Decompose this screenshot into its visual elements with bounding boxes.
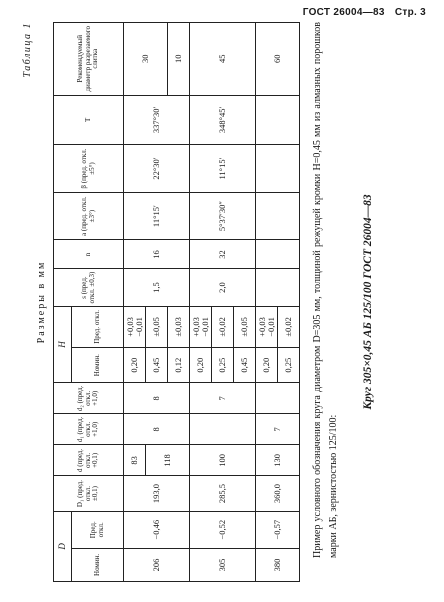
cell-H-nom: 0,25 bbox=[212, 348, 234, 383]
cell-s: 2,0 bbox=[190, 269, 256, 306]
cell-s bbox=[256, 269, 300, 306]
cell-H-otkl: ±0,02 bbox=[212, 306, 234, 347]
cell-H-otkl: ±0,02 bbox=[278, 306, 300, 347]
cell-d: 130 bbox=[256, 445, 300, 476]
cell-a: 11°15′ bbox=[124, 192, 190, 240]
col-D: D bbox=[54, 511, 72, 581]
cell-d2 bbox=[256, 383, 300, 414]
col-D1: D₁ (пред. откл. ±0,1) bbox=[54, 476, 124, 511]
cell-D-otkl: −0,57 bbox=[256, 511, 300, 548]
rotated-content bbox=[22, 22, 426, 582]
col-D-nominal: Номин. bbox=[72, 548, 124, 581]
cell-s: 1,5 bbox=[124, 269, 190, 306]
page-header bbox=[296, 7, 426, 18]
cell-H-otkl: +0,03 −0,01 bbox=[256, 306, 278, 347]
cell-beta: 22°30′ bbox=[124, 145, 190, 193]
cell-ingot: 10 bbox=[168, 23, 190, 96]
cell-H-nom: 0,20 bbox=[124, 348, 146, 383]
cell-d-extra: 118 bbox=[146, 445, 190, 476]
cell-D-nom: 380 bbox=[256, 548, 300, 581]
table-title: Таблица 1 bbox=[22, 22, 33, 78]
standard-code: ГОСТ 26004—83 bbox=[302, 7, 385, 18]
cell-T bbox=[256, 95, 300, 145]
col-T: T bbox=[54, 95, 124, 145]
col-d2: d₂ (пред. откл. +1,0) bbox=[54, 383, 124, 414]
cell-H-otkl: +0,03 −0,01 bbox=[190, 306, 212, 347]
col-H-nominal: Номин. bbox=[72, 348, 124, 383]
cell-D1: 360,0 bbox=[256, 476, 300, 511]
cell-H-nom: 0,25 bbox=[278, 348, 300, 383]
cell-beta bbox=[256, 145, 300, 193]
table-subtitle: Размеры в мм bbox=[36, 260, 47, 344]
cell-H-otkl: ±0,05 bbox=[146, 306, 168, 347]
cell-D1: 193,0 bbox=[124, 476, 190, 511]
col-d1: d₁ (пред. откл. +1,0) bbox=[54, 414, 124, 445]
cell-H-otkl: +0,03 −0,01 bbox=[124, 306, 146, 347]
cell-d: 83 bbox=[124, 445, 146, 476]
cell-H-nom: 0,12 bbox=[168, 348, 190, 383]
col-a: a (пред. откл. ±3°) bbox=[54, 192, 124, 240]
example-text: Пример условного обозначения круга диаметром D=305 мм, толщиной режущей кромки H=0,45 мм из алмазных порошков марки АБ, зернистостью 125/100: bbox=[312, 22, 339, 558]
cell-D-otkl: −0,52 bbox=[190, 511, 256, 548]
cell-n bbox=[256, 240, 300, 269]
cell-ingot: 45 bbox=[190, 23, 256, 96]
col-d: d (пред. откл. +0,1) bbox=[54, 445, 124, 476]
col-H-otkl: Пред. откл. bbox=[72, 306, 124, 347]
col-s: s (пред. откл. ±0,3) bbox=[54, 269, 124, 306]
cell-n: 32 bbox=[190, 240, 256, 269]
cell-ingot: 30 bbox=[124, 23, 168, 96]
col-D-otkl: Пред. откл. bbox=[72, 511, 124, 548]
page-number: Стр. 3 bbox=[394, 7, 426, 18]
cell-D-nom: 305 bbox=[190, 548, 256, 581]
cell-T: 348°45′ bbox=[190, 95, 256, 145]
designation-example bbox=[310, 22, 342, 582]
cell-d2: 7 bbox=[190, 383, 256, 414]
cell-d1 bbox=[190, 414, 256, 445]
cell-H-nom: 0,20 bbox=[190, 348, 212, 383]
col-H: H bbox=[54, 306, 72, 383]
col-beta: β (пред. откл. ±5°) bbox=[54, 145, 124, 193]
cell-a: 5°37′30″ bbox=[190, 192, 256, 240]
cell-H-otkl: ±0,05 bbox=[234, 306, 256, 347]
cell-T: 337°30′ bbox=[124, 95, 190, 145]
col-ingot: Рекомендуемый диаметр разрезаемого слитка bbox=[54, 23, 124, 96]
cell-D-otkl: −0,46 bbox=[124, 511, 190, 548]
designation-formula: Круг 305×0,45 АБ 125/100 ГОСТ 26004—83 bbox=[362, 194, 374, 410]
cell-d1: 7 bbox=[256, 414, 300, 445]
cell-beta: 11°15′ bbox=[190, 145, 256, 193]
cell-d1: 8 bbox=[124, 414, 190, 445]
cell-H-otkl: ±0,03 bbox=[168, 306, 190, 347]
cell-D-nom: 206 bbox=[124, 548, 190, 581]
cell-H-nom: 0,45 bbox=[146, 348, 168, 383]
dimensions-table bbox=[53, 22, 300, 582]
cell-a bbox=[256, 192, 300, 240]
cell-d: 100 bbox=[190, 445, 256, 476]
cell-ingot: 60 bbox=[256, 23, 300, 96]
cell-H-nom: 0,45 bbox=[234, 348, 256, 383]
cell-d2: 8 bbox=[124, 383, 190, 414]
col-n: n bbox=[54, 240, 124, 269]
cell-H-nom: 0,20 bbox=[256, 348, 278, 383]
cell-D1: 285,5 bbox=[190, 476, 256, 511]
cell-n: 16 bbox=[124, 240, 190, 269]
